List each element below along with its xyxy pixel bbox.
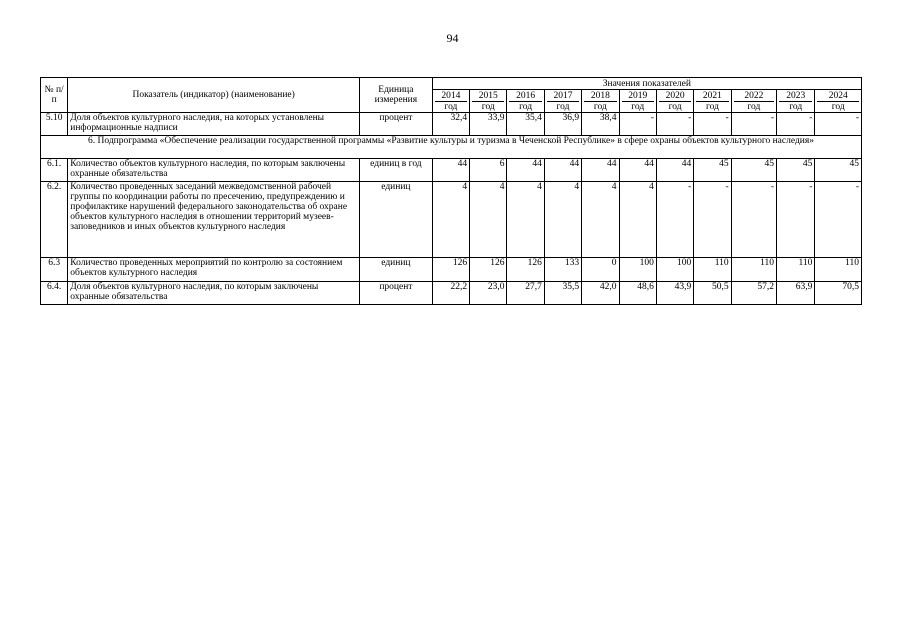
value-cell: 36,9 bbox=[544, 113, 581, 136]
value-cell: 44 bbox=[507, 159, 544, 182]
value-cell: 4 bbox=[432, 182, 469, 258]
value-cell: 4 bbox=[582, 182, 619, 258]
header-year bbox=[619, 90, 656, 113]
value-cell: 35,5 bbox=[544, 282, 581, 305]
header-year bbox=[815, 90, 862, 113]
row-number: 6.1. bbox=[41, 159, 68, 182]
value-cell: 110 bbox=[777, 258, 815, 282]
header-year bbox=[507, 90, 544, 113]
header-year-suffix: год bbox=[444, 101, 458, 112]
value-cell: - bbox=[815, 182, 862, 258]
header-year bbox=[544, 90, 581, 113]
value-cell: 126 bbox=[507, 258, 544, 282]
value-cell: - bbox=[619, 113, 656, 136]
unit-cell: процент bbox=[360, 113, 433, 136]
value-cell: - bbox=[694, 182, 731, 258]
indicators-table bbox=[40, 77, 862, 305]
value-cell: 38,4 bbox=[582, 113, 619, 136]
header-year-suffix: год bbox=[789, 101, 803, 112]
value-cell: 45 bbox=[731, 159, 776, 182]
value-cell: 126 bbox=[470, 258, 507, 282]
table-row bbox=[41, 113, 862, 136]
table-row bbox=[41, 182, 862, 258]
header-number: № п/п bbox=[41, 78, 68, 113]
header-year bbox=[582, 90, 619, 113]
value-cell: 27,7 bbox=[507, 282, 544, 305]
header-year bbox=[656, 90, 693, 113]
value-cell: 50,5 bbox=[694, 282, 731, 305]
header-year bbox=[470, 90, 507, 113]
header-year-suffix: год bbox=[593, 101, 607, 112]
unit-cell: единиц bbox=[360, 182, 433, 258]
indicator-name: Доля объектов культурного наследия, по которым заключены охранные обязательства bbox=[68, 282, 360, 305]
value-cell: 4 bbox=[507, 182, 544, 258]
value-cell: - bbox=[777, 113, 815, 136]
value-cell: 63,9 bbox=[777, 282, 815, 305]
row-number: 6.2. bbox=[41, 182, 68, 258]
row-number: 6.3 bbox=[41, 258, 68, 282]
value-cell: - bbox=[694, 113, 731, 136]
header-year-value: 2023 bbox=[779, 91, 812, 102]
value-cell: 133 bbox=[544, 258, 581, 282]
indicator-name: Количество объектов культурного наследия, по которым заключены охранные обязательства bbox=[68, 159, 360, 182]
value-cell: - bbox=[731, 113, 776, 136]
value-cell: 100 bbox=[656, 258, 693, 282]
value-cell: 44 bbox=[544, 159, 581, 182]
header-values-group: Значения показателей bbox=[432, 78, 861, 90]
header-year-value: 2014 bbox=[435, 91, 467, 102]
value-cell: - bbox=[731, 182, 776, 258]
header-year-value: 2019 bbox=[622, 91, 654, 102]
row-number: 6.4. bbox=[41, 282, 68, 305]
unit-cell: единиц в год bbox=[360, 159, 433, 182]
value-cell: 32,4 bbox=[432, 113, 469, 136]
value-cell: 43,9 bbox=[656, 282, 693, 305]
table-body bbox=[41, 113, 862, 305]
header-year-suffix: год bbox=[831, 101, 845, 112]
header-year-value: 2022 bbox=[734, 91, 774, 102]
header-year-suffix: год bbox=[556, 101, 570, 112]
header-indicator: Показатель (индикатор) (наименование) bbox=[68, 78, 360, 113]
table-row bbox=[41, 159, 862, 182]
value-cell: - bbox=[656, 113, 693, 136]
value-cell: 33,9 bbox=[470, 113, 507, 136]
value-cell: - bbox=[656, 182, 693, 258]
header-year-suffix: год bbox=[705, 101, 719, 112]
header-year-value: 2016 bbox=[509, 91, 541, 102]
header-year-value: 2024 bbox=[817, 91, 859, 102]
value-cell: 42,0 bbox=[582, 282, 619, 305]
value-cell: 126 bbox=[432, 258, 469, 282]
header-year-suffix: год bbox=[481, 101, 495, 112]
value-cell: 44 bbox=[432, 159, 469, 182]
value-cell: 4 bbox=[470, 182, 507, 258]
value-cell: - bbox=[815, 113, 862, 136]
value-cell: 22,2 bbox=[432, 282, 469, 305]
header-year-value: 2018 bbox=[584, 91, 616, 102]
value-cell: 70,5 bbox=[815, 282, 862, 305]
header-year-value: 2020 bbox=[659, 91, 691, 102]
value-cell: 45 bbox=[777, 159, 815, 182]
value-cell: 35,4 bbox=[507, 113, 544, 136]
value-cell: 57,2 bbox=[731, 282, 776, 305]
value-cell: 110 bbox=[731, 258, 776, 282]
header-row-top bbox=[41, 78, 862, 90]
header-year-value: 2015 bbox=[472, 91, 504, 102]
indicator-name: Количество проведенных мероприятий по контролю за состоянием объектов культурного наследия bbox=[68, 258, 360, 282]
header-year-value: 2021 bbox=[696, 91, 728, 102]
row-number: 5.10 bbox=[41, 113, 68, 136]
header-year bbox=[432, 90, 469, 113]
header-year-suffix: год bbox=[747, 101, 761, 112]
indicator-name: Количество проведенных заседаний межведомственной рабочей группы по координации работы по пресечению, предупреждению и профилактике нарушений федерального законодательства об охране объектов культурного наследия в отношении территорий музеев-заповедников и иных объектов культурного наследия bbox=[68, 182, 360, 258]
indicator-name: Доля объектов культурного наследия, на которых установлены информационные надписи bbox=[68, 113, 360, 136]
header-year-value: 2017 bbox=[547, 91, 579, 102]
table-row bbox=[41, 258, 862, 282]
value-cell: 6 bbox=[470, 159, 507, 182]
value-cell: 45 bbox=[815, 159, 862, 182]
value-cell: 110 bbox=[694, 258, 731, 282]
value-cell: 100 bbox=[619, 258, 656, 282]
value-cell: 23,0 bbox=[470, 282, 507, 305]
page-number: 94 bbox=[446, 31, 459, 45]
unit-cell: единиц bbox=[360, 258, 433, 282]
header-year-suffix: год bbox=[631, 101, 645, 112]
value-cell: 45 bbox=[694, 159, 731, 182]
value-cell: 44 bbox=[582, 159, 619, 182]
value-cell: 44 bbox=[656, 159, 693, 182]
value-cell: 48,6 bbox=[619, 282, 656, 305]
header-unit: Единица измерения bbox=[360, 78, 433, 113]
table-row bbox=[41, 282, 862, 305]
value-cell: 0 bbox=[582, 258, 619, 282]
value-cell: - bbox=[777, 182, 815, 258]
subprogram-title: 6. Подпрограмма «Обеспечение реализации государственной программы «Развитие культуры и туризма в Чеченской Республике» в сфере охраны объектов культурного наследия» bbox=[41, 136, 862, 159]
value-cell: 4 bbox=[544, 182, 581, 258]
value-cell: 44 bbox=[619, 159, 656, 182]
header-year bbox=[694, 90, 731, 113]
header-year-suffix: год bbox=[519, 101, 533, 112]
header-year bbox=[777, 90, 815, 113]
value-cell: 4 bbox=[619, 182, 656, 258]
unit-cell: процент bbox=[360, 282, 433, 305]
header-year-suffix: год bbox=[668, 101, 682, 112]
header-year bbox=[731, 90, 776, 113]
subprogram-row bbox=[41, 136, 862, 159]
value-cell: 110 bbox=[815, 258, 862, 282]
